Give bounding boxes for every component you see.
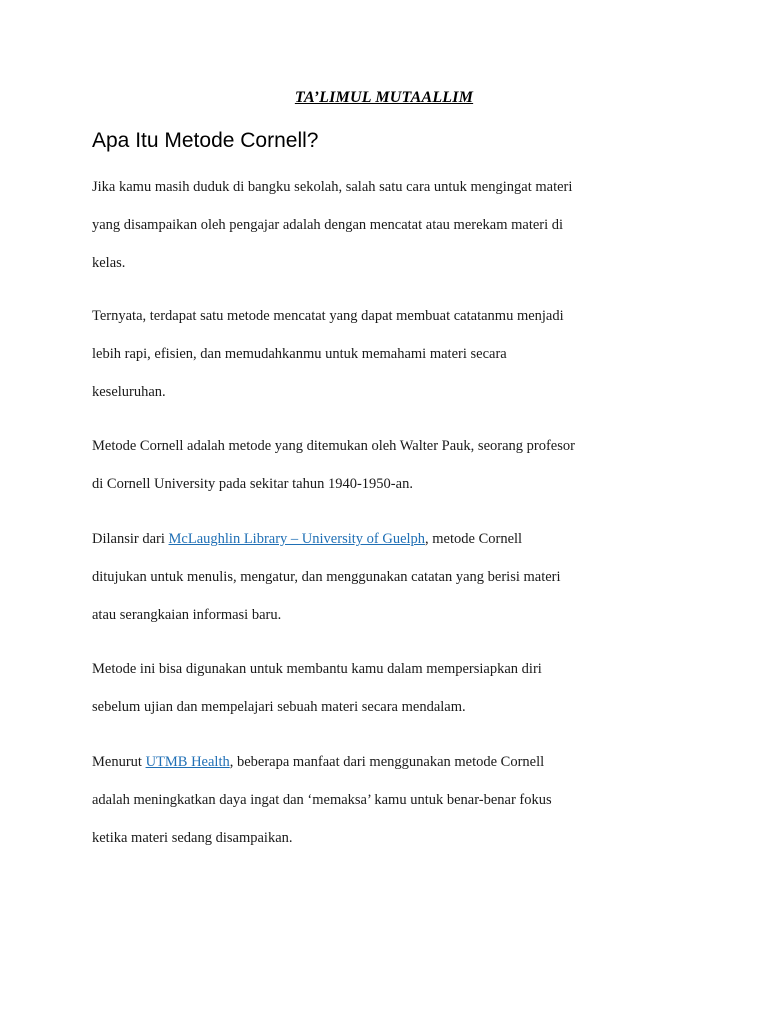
paragraph-line: Ternyata, terdapat satu metode mencatat yang dapat membuat catatanmu menjadi: [92, 308, 564, 324]
paragraph-3: [92, 427, 692, 503]
paragraph-line: yang disampaikan oleh pengajar adalah dengan mencatat atau merekam materi di: [92, 217, 564, 233]
paragraph-1: [92, 168, 692, 282]
paragraph-line: sebelum ujian dan mempelajari sebuah materi secara mendalam.: [92, 699, 466, 715]
paragraph-line: Metode ini bisa digunakan untuk membantu kamu dalam mempersiapkan diri: [92, 661, 542, 677]
paragraph-line: atau serangkaian informasi baru.: [92, 607, 282, 623]
paragraph-line: kelas.: [92, 255, 126, 271]
paragraph-line: keseluruhan.: [92, 384, 166, 400]
paragraph-6: [92, 743, 692, 857]
text-segment: Menurut: [92, 754, 146, 770]
paragraph-line: [92, 520, 692, 558]
paragraph-line: Metode Cornell adalah metode yang ditemukan oleh Walter Pauk, seorang profesor: [92, 438, 575, 454]
utmb-health-link[interactable]: UTMB Health: [145, 754, 230, 770]
text-segment: , beberapa manfaat dari menggunakan metode Cornell: [229, 754, 545, 770]
text-segment: Dilansir dari: [92, 531, 169, 547]
paragraph-line: ketika materi sedang disampaikan.: [92, 830, 293, 846]
paragraph-line: [92, 743, 692, 781]
paragraph-line: Jika kamu masih duduk di bangku sekolah, salah satu cara untuk mengingat materi: [92, 179, 573, 195]
paragraph-4: [92, 520, 692, 634]
section-heading: Apa Itu Metode Cornell?: [92, 129, 319, 152]
paragraph-line: ditujukan untuk menulis, mengatur, dan menggunakan catatan yang berisi materi: [92, 569, 561, 585]
mclaughlin-library-link[interactable]: McLaughlin Library – University of Guelph: [168, 531, 426, 547]
paragraph-line: adalah meningkatkan daya ingat dan ‘memaksa’ kamu untuk benar-benar fokus: [92, 792, 552, 808]
paragraph-2: [92, 297, 692, 411]
paragraph-line: di Cornell University pada sekitar tahun 1940-1950-an.: [92, 476, 413, 492]
paragraph-5: [92, 650, 692, 726]
document-title: TA’LIMUL MUTAALLIM: [294, 89, 474, 106]
paragraph-line: lebih rapi, efisien, dan memudahkanmu untuk memahami materi secara: [92, 346, 507, 362]
text-segment: , metode Cornell: [425, 531, 523, 547]
